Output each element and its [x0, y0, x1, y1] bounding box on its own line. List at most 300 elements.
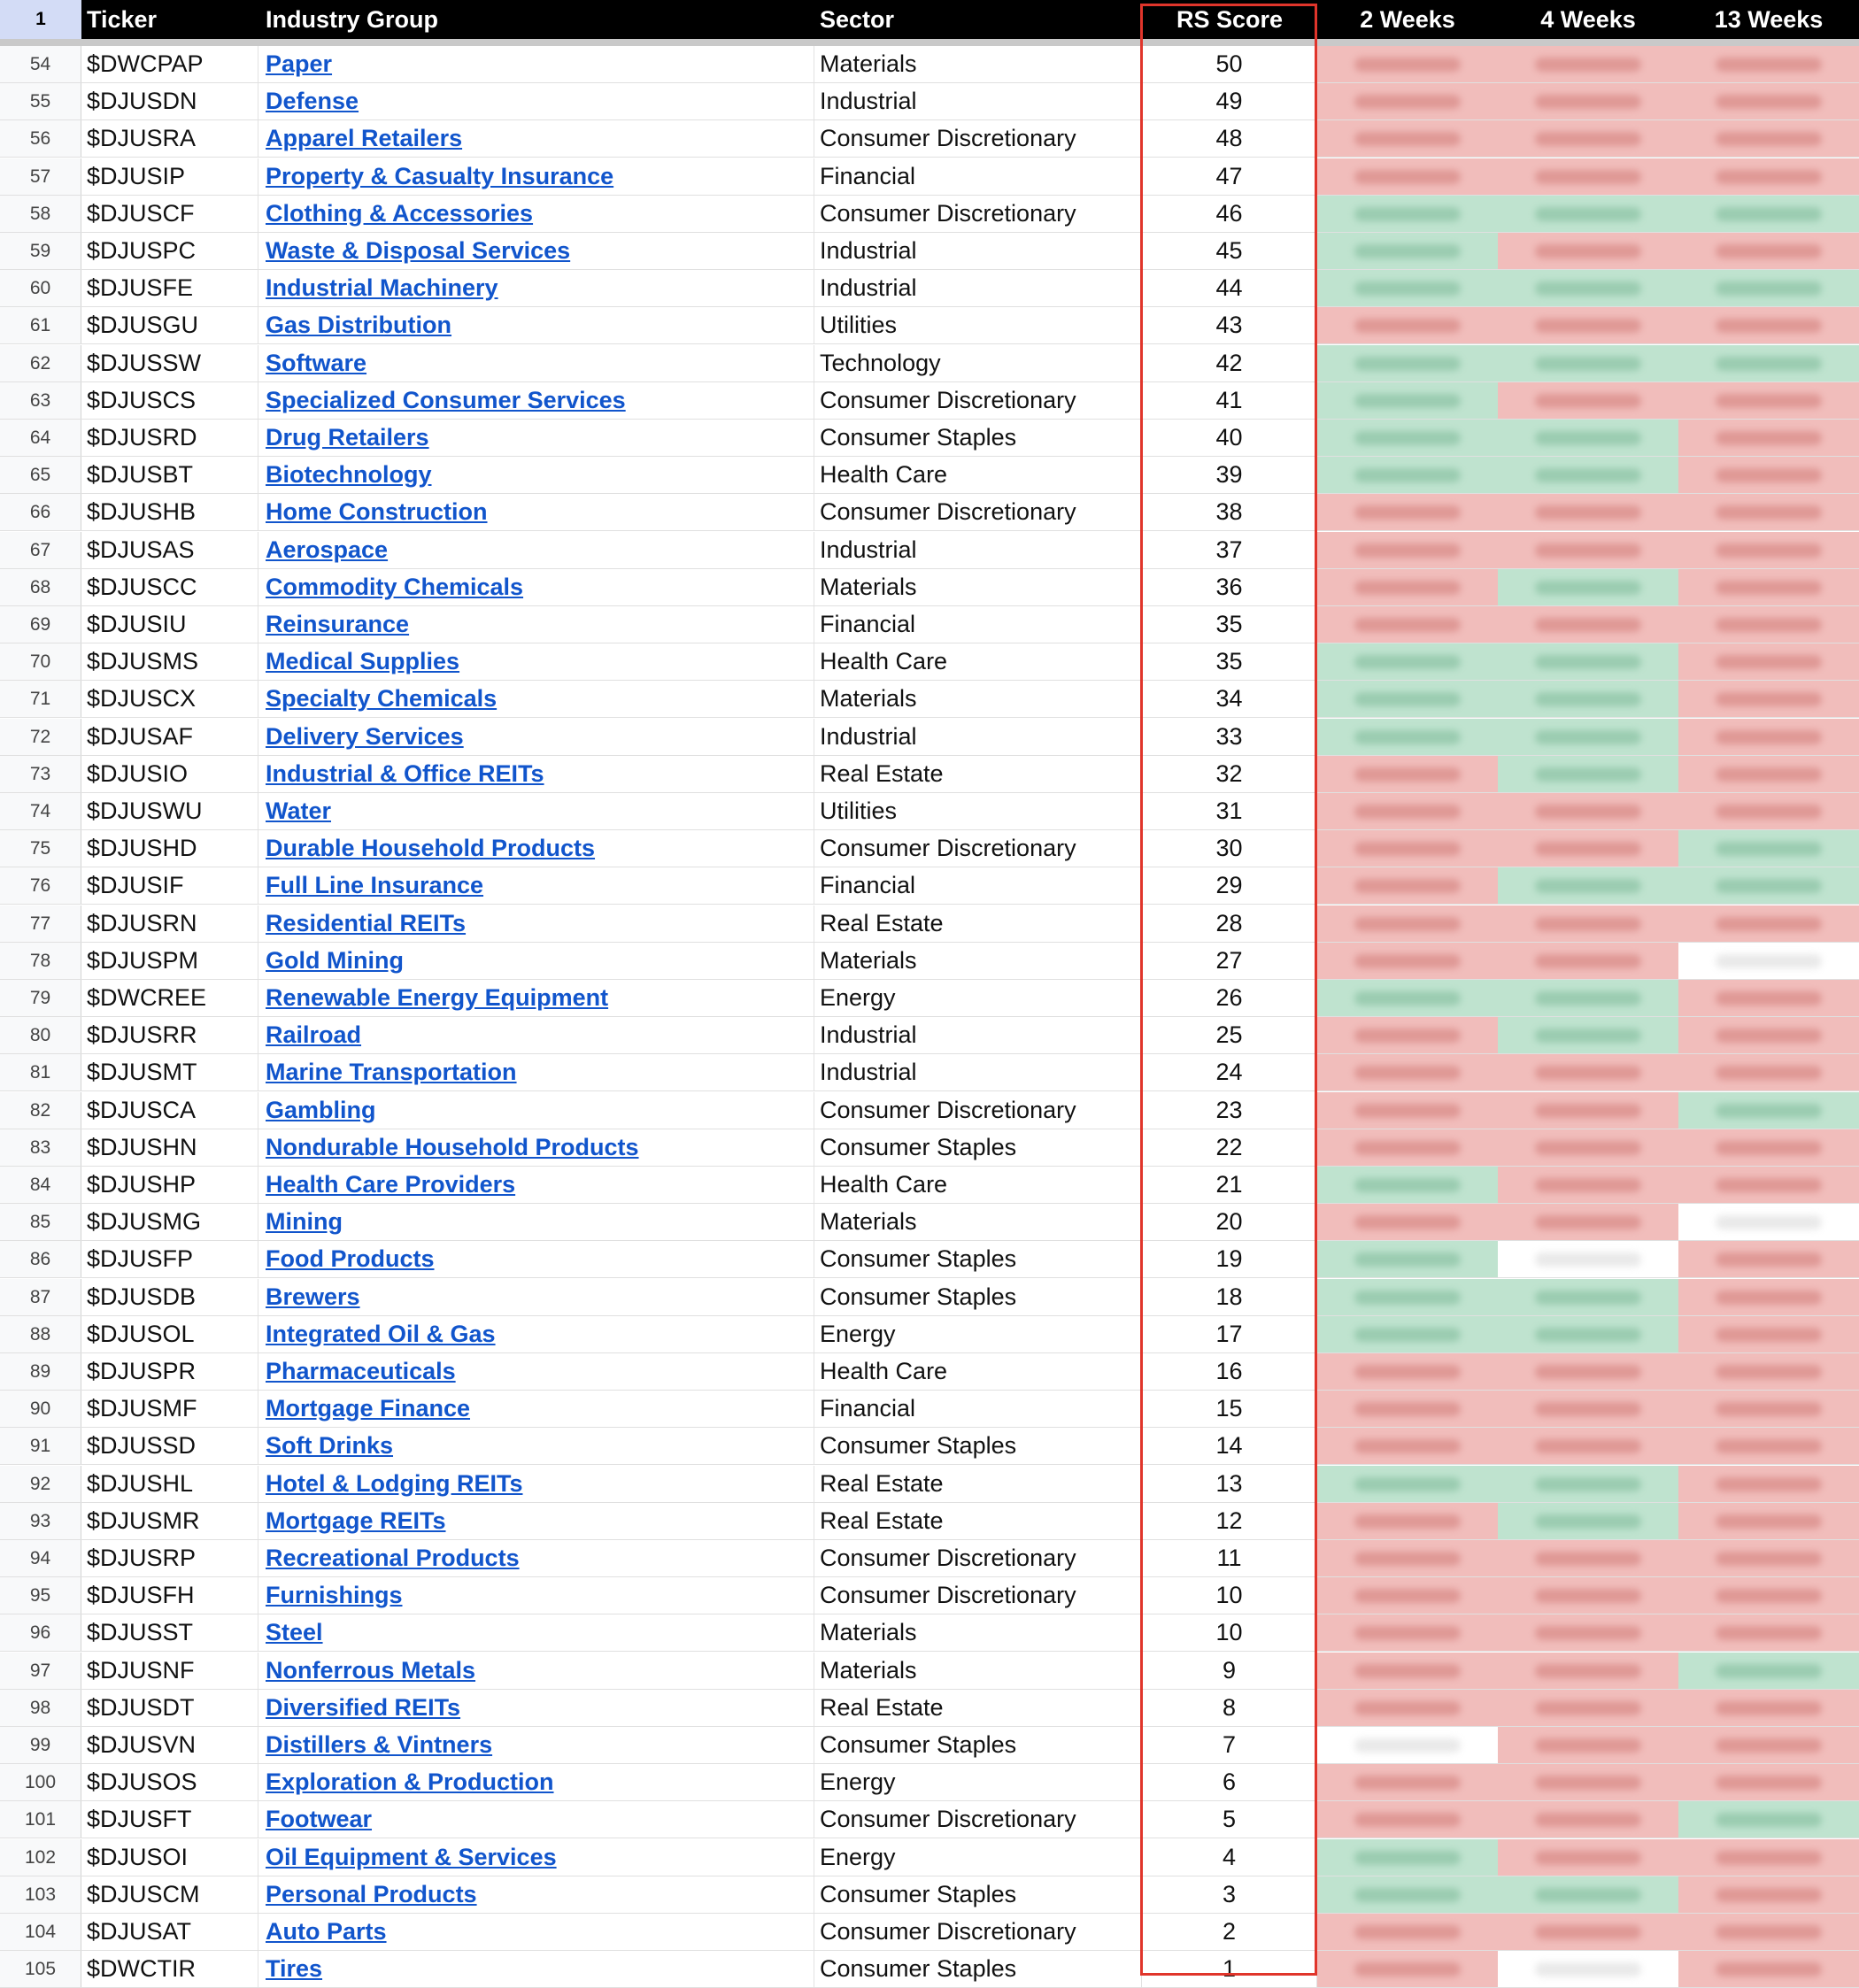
perf-cell-13-weeks[interactable]	[1678, 1914, 1859, 1950]
industry-group-cell[interactable]	[258, 233, 814, 269]
industry-group-cell[interactable]	[258, 867, 814, 904]
industry-group-cell[interactable]	[258, 943, 814, 979]
perf-cell-13-weeks[interactable]	[1678, 1017, 1859, 1053]
perf-cell-4-weeks[interactable]	[1498, 643, 1678, 680]
perf-cell-2-weeks[interactable]	[1317, 1391, 1498, 1427]
perf-cell-13-weeks[interactable]	[1678, 196, 1859, 232]
industry-group-link[interactable]: Waste & Disposal Services	[266, 237, 571, 264]
perf-cell-13-weeks[interactable]	[1678, 1540, 1859, 1576]
perf-cell-13-weeks[interactable]	[1678, 719, 1859, 755]
row-number[interactable]: 95	[0, 1577, 81, 1614]
industry-group-link[interactable]: Integrated Oil & Gas	[266, 1321, 496, 1347]
industry-group-cell[interactable]	[258, 1951, 814, 1987]
ticker-cell[interactable]: $DJUSMF	[81, 1391, 258, 1427]
perf-cell-4-weeks[interactable]	[1498, 1690, 1678, 1726]
industry-group-cell[interactable]	[258, 1653, 814, 1689]
rs-score-cell[interactable]: 21	[1142, 1167, 1317, 1203]
row-number[interactable]: 63	[0, 382, 81, 419]
sector-cell[interactable]: Industrial	[814, 532, 1142, 568]
perf-cell-4-weeks[interactable]	[1498, 1801, 1678, 1838]
rs-score-cell[interactable]: 15	[1142, 1391, 1317, 1427]
industry-group-link[interactable]: Industrial Machinery	[266, 274, 498, 301]
rs-score-cell[interactable]: 9	[1142, 1653, 1317, 1689]
rs-score-cell[interactable]: 8	[1142, 1690, 1317, 1726]
industry-group-cell[interactable]	[258, 793, 814, 829]
industry-group-cell[interactable]	[258, 1914, 814, 1950]
header-row-number[interactable]: 1	[0, 0, 81, 39]
ticker-cell[interactable]: $DJUSCA	[81, 1092, 258, 1129]
industry-group-cell[interactable]	[258, 120, 814, 157]
row-number[interactable]: 101	[0, 1801, 81, 1838]
row-number[interactable]: 77	[0, 905, 81, 942]
ticker-cell[interactable]: $DJUSFH	[81, 1577, 258, 1614]
perf-cell-13-weeks[interactable]	[1678, 1092, 1859, 1129]
industry-group-link[interactable]: Mortgage REITs	[266, 1507, 446, 1534]
perf-cell-4-weeks[interactable]	[1498, 1279, 1678, 1315]
ticker-cell[interactable]: $DJUSCM	[81, 1876, 258, 1913]
row-number[interactable]: 76	[0, 867, 81, 904]
industry-group-cell[interactable]	[258, 756, 814, 792]
perf-cell-2-weeks[interactable]	[1317, 1428, 1498, 1464]
perf-cell-13-weeks[interactable]	[1678, 532, 1859, 568]
industry-group-link[interactable]: Aerospace	[266, 536, 389, 563]
industry-group-cell[interactable]	[258, 1241, 814, 1277]
industry-group-link[interactable]: Durable Household Products	[266, 835, 596, 861]
ticker-cell[interactable]: $DJUSOS	[81, 1764, 258, 1800]
perf-cell-4-weeks[interactable]	[1498, 1876, 1678, 1913]
frozen-row-divider[interactable]	[0, 39, 1859, 46]
sector-cell[interactable]: Energy	[814, 1764, 1142, 1800]
ticker-cell[interactable]: $DJUSRP	[81, 1540, 258, 1576]
rs-score-cell[interactable]: 10	[1142, 1614, 1317, 1651]
rs-score-cell[interactable]: 50	[1142, 46, 1317, 82]
industry-group-link[interactable]: Apparel Retailers	[266, 125, 463, 151]
industry-group-cell[interactable]	[258, 830, 814, 867]
perf-cell-13-weeks[interactable]	[1678, 1054, 1859, 1090]
perf-cell-13-weeks[interactable]	[1678, 382, 1859, 419]
sector-cell[interactable]: Consumer Staples	[814, 420, 1142, 456]
perf-cell-4-weeks[interactable]	[1498, 1391, 1678, 1427]
perf-cell-2-weeks[interactable]	[1317, 457, 1498, 493]
industry-group-link[interactable]: Distillers & Vintners	[266, 1731, 493, 1758]
rs-score-cell[interactable]: 44	[1142, 270, 1317, 306]
industry-group-cell[interactable]	[258, 1017, 814, 1053]
perf-cell-13-weeks[interactable]	[1678, 1204, 1859, 1240]
perf-cell-13-weeks[interactable]	[1678, 1951, 1859, 1987]
perf-cell-13-weeks[interactable]	[1678, 1839, 1859, 1876]
perf-cell-2-weeks[interactable]	[1317, 270, 1498, 306]
ticker-cell[interactable]: $DJUSDT	[81, 1690, 258, 1726]
industry-group-cell[interactable]	[258, 1279, 814, 1315]
perf-cell-2-weeks[interactable]	[1317, 1727, 1498, 1763]
rs-score-cell[interactable]: 31	[1142, 793, 1317, 829]
industry-group-cell[interactable]	[258, 1054, 814, 1090]
rs-score-cell[interactable]: 20	[1142, 1204, 1317, 1240]
perf-cell-2-weeks[interactable]	[1317, 158, 1498, 195]
perf-cell-2-weeks[interactable]	[1317, 1839, 1498, 1876]
ticker-cell[interactable]: $DJUSHP	[81, 1167, 258, 1203]
industry-group-link[interactable]: Specialty Chemicals	[266, 685, 498, 712]
perf-cell-4-weeks[interactable]	[1498, 1353, 1678, 1390]
industry-group-link[interactable]: Property & Casualty Insurance	[266, 163, 614, 189]
ticker-cell[interactable]: $DJUSST	[81, 1614, 258, 1651]
perf-cell-13-weeks[interactable]	[1678, 457, 1859, 493]
perf-cell-2-weeks[interactable]	[1317, 46, 1498, 82]
industry-group-link[interactable]: Medical Supplies	[266, 648, 460, 674]
perf-cell-13-weeks[interactable]	[1678, 494, 1859, 530]
sector-cell[interactable]: Utilities	[814, 793, 1142, 829]
industry-group-cell[interactable]	[258, 1353, 814, 1390]
perf-cell-13-weeks[interactable]	[1678, 1391, 1859, 1427]
ticker-cell[interactable]: $DJUSMG	[81, 1204, 258, 1240]
industry-group-link[interactable]: Residential REITs	[266, 910, 467, 936]
perf-cell-4-weeks[interactable]	[1498, 345, 1678, 381]
rs-score-cell[interactable]: 23	[1142, 1092, 1317, 1129]
rs-score-cell[interactable]: 27	[1142, 943, 1317, 979]
row-number[interactable]: 75	[0, 830, 81, 867]
perf-cell-2-weeks[interactable]	[1317, 905, 1498, 942]
rs-score-cell[interactable]: 30	[1142, 830, 1317, 867]
perf-cell-4-weeks[interactable]	[1498, 532, 1678, 568]
perf-cell-4-weeks[interactable]	[1498, 943, 1678, 979]
industry-group-link[interactable]: Brewers	[266, 1283, 360, 1310]
perf-cell-4-weeks[interactable]	[1498, 233, 1678, 269]
sector-cell[interactable]: Materials	[814, 569, 1142, 605]
sector-cell[interactable]: Real Estate	[814, 756, 1142, 792]
perf-cell-2-weeks[interactable]	[1317, 83, 1498, 119]
rs-score-cell[interactable]: 1	[1142, 1951, 1317, 1987]
industry-group-link[interactable]: Specialized Consumer Services	[266, 387, 626, 413]
row-number[interactable]: 102	[0, 1839, 81, 1876]
ticker-cell[interactable]: $DJUSVN	[81, 1727, 258, 1763]
rs-score-cell[interactable]: 10	[1142, 1577, 1317, 1614]
rs-score-cell[interactable]: 6	[1142, 1764, 1317, 1800]
sector-cell[interactable]: Consumer Staples	[814, 1876, 1142, 1913]
perf-cell-2-weeks[interactable]	[1317, 1241, 1498, 1277]
rs-score-cell[interactable]: 17	[1142, 1316, 1317, 1352]
rs-score-cell[interactable]: 38	[1142, 494, 1317, 530]
sector-cell[interactable]: Energy	[814, 980, 1142, 1016]
rs-score-cell[interactable]: 35	[1142, 643, 1317, 680]
perf-cell-2-weeks[interactable]	[1317, 569, 1498, 605]
ticker-cell[interactable]: $DJUSCX	[81, 681, 258, 717]
industry-group-link[interactable]: Full Line Insurance	[266, 872, 484, 898]
perf-cell-2-weeks[interactable]	[1317, 1614, 1498, 1651]
perf-cell-2-weeks[interactable]	[1317, 756, 1498, 792]
perf-cell-2-weeks[interactable]	[1317, 1577, 1498, 1614]
perf-cell-4-weeks[interactable]	[1498, 569, 1678, 605]
row-number[interactable]: 94	[0, 1540, 81, 1576]
rs-score-cell[interactable]: 43	[1142, 307, 1317, 343]
ticker-cell[interactable]: $DWCPAP	[81, 46, 258, 82]
industry-group-cell[interactable]	[258, 457, 814, 493]
rs-score-cell[interactable]: 37	[1142, 532, 1317, 568]
perf-cell-13-weeks[interactable]	[1678, 1167, 1859, 1203]
perf-cell-4-weeks[interactable]	[1498, 681, 1678, 717]
industry-group-cell[interactable]	[258, 196, 814, 232]
perf-cell-13-weeks[interactable]	[1678, 83, 1859, 119]
industry-group-link[interactable]: Marine Transportation	[266, 1059, 517, 1085]
industry-group-cell[interactable]	[258, 1540, 814, 1576]
ticker-cell[interactable]: $DJUSIU	[81, 606, 258, 643]
ticker-cell[interactable]: $DJUSAF	[81, 719, 258, 755]
industry-group-cell[interactable]	[258, 1391, 814, 1427]
perf-cell-13-weeks[interactable]	[1678, 307, 1859, 343]
ticker-cell[interactable]: $DJUSHD	[81, 830, 258, 867]
industry-group-cell[interactable]	[258, 494, 814, 530]
industry-group-link[interactable]: Pharmaceuticals	[266, 1358, 456, 1384]
sector-cell[interactable]: Materials	[814, 1204, 1142, 1240]
row-number[interactable]: 71	[0, 681, 81, 717]
ticker-cell[interactable]: $DJUSDB	[81, 1279, 258, 1315]
perf-cell-4-weeks[interactable]	[1498, 1054, 1678, 1090]
perf-cell-4-weeks[interactable]	[1498, 158, 1678, 195]
row-number[interactable]: 97	[0, 1653, 81, 1689]
industry-group-cell[interactable]	[258, 569, 814, 605]
sector-cell[interactable]: Industrial	[814, 83, 1142, 119]
perf-cell-4-weeks[interactable]	[1498, 830, 1678, 867]
row-number[interactable]: 66	[0, 494, 81, 530]
sector-cell[interactable]: Real Estate	[814, 1503, 1142, 1539]
rs-score-cell[interactable]: 32	[1142, 756, 1317, 792]
perf-cell-4-weeks[interactable]	[1498, 420, 1678, 456]
perf-cell-13-weeks[interactable]	[1678, 1653, 1859, 1689]
industry-group-cell[interactable]	[258, 1092, 814, 1129]
perf-cell-4-weeks[interactable]	[1498, 120, 1678, 157]
ticker-cell[interactable]: $DJUSIO	[81, 756, 258, 792]
row-number[interactable]: 78	[0, 943, 81, 979]
industry-group-cell[interactable]	[258, 1167, 814, 1203]
perf-cell-2-weeks[interactable]	[1317, 1466, 1498, 1502]
row-number[interactable]: 87	[0, 1279, 81, 1315]
perf-cell-2-weeks[interactable]	[1317, 793, 1498, 829]
perf-cell-4-weeks[interactable]	[1498, 1764, 1678, 1800]
ticker-cell[interactable]: $DJUSPR	[81, 1353, 258, 1390]
perf-cell-2-weeks[interactable]	[1317, 1316, 1498, 1352]
ticker-cell[interactable]: $DJUSHL	[81, 1466, 258, 1502]
industry-group-link[interactable]: Renewable Energy Equipment	[266, 984, 609, 1011]
ticker-cell[interactable]: $DWCREE	[81, 980, 258, 1016]
header-sector[interactable]: Sector	[820, 6, 895, 33]
ticker-cell[interactable]: $DJUSHN	[81, 1129, 258, 1166]
sector-cell[interactable]: Financial	[814, 1391, 1142, 1427]
industry-group-link[interactable]: Reinsurance	[266, 611, 410, 637]
perf-cell-2-weeks[interactable]	[1317, 1017, 1498, 1053]
ticker-cell[interactable]: $DJUSFP	[81, 1241, 258, 1277]
sector-cell[interactable]: Materials	[814, 943, 1142, 979]
rs-score-cell[interactable]: 16	[1142, 1353, 1317, 1390]
perf-cell-2-weeks[interactable]	[1317, 606, 1498, 643]
industry-group-link[interactable]: Nondurable Household Products	[266, 1134, 639, 1160]
rs-score-cell[interactable]: 19	[1142, 1241, 1317, 1277]
perf-cell-4-weeks[interactable]	[1498, 1914, 1678, 1950]
row-number[interactable]: 105	[0, 1951, 81, 1987]
perf-cell-13-weeks[interactable]	[1678, 1466, 1859, 1502]
perf-cell-4-weeks[interactable]	[1498, 1951, 1678, 1987]
perf-cell-13-weeks[interactable]	[1678, 1764, 1859, 1800]
industry-group-link[interactable]: Drug Retailers	[266, 424, 429, 451]
ticker-cell[interactable]: $DJUSAT	[81, 1914, 258, 1950]
perf-cell-4-weeks[interactable]	[1498, 1653, 1678, 1689]
rs-score-cell[interactable]: 7	[1142, 1727, 1317, 1763]
industry-group-link[interactable]: Health Care Providers	[266, 1171, 516, 1198]
sector-cell[interactable]: Real Estate	[814, 905, 1142, 942]
rs-score-cell[interactable]: 22	[1142, 1129, 1317, 1166]
sector-cell[interactable]: Utilities	[814, 307, 1142, 343]
perf-cell-4-weeks[interactable]	[1498, 270, 1678, 306]
rs-score-cell[interactable]: 35	[1142, 606, 1317, 643]
row-number[interactable]: 90	[0, 1391, 81, 1427]
ticker-cell[interactable]: $DJUSMT	[81, 1054, 258, 1090]
sector-cell[interactable]: Technology	[814, 345, 1142, 381]
perf-cell-13-weeks[interactable]	[1678, 345, 1859, 381]
header-rs-score[interactable]: RS Score	[1176, 6, 1284, 33]
industry-group-link[interactable]: Defense	[266, 88, 359, 114]
row-number[interactable]: 93	[0, 1503, 81, 1539]
industry-group-link[interactable]: Tires	[266, 1955, 323, 1982]
sector-cell[interactable]: Materials	[814, 1614, 1142, 1651]
row-number[interactable]: 82	[0, 1092, 81, 1129]
industry-group-cell[interactable]	[258, 1503, 814, 1539]
row-number[interactable]: 86	[0, 1241, 81, 1277]
perf-cell-13-weeks[interactable]	[1678, 606, 1859, 643]
sector-cell[interactable]: Consumer Discretionary	[814, 120, 1142, 157]
rs-score-cell[interactable]: 3	[1142, 1876, 1317, 1913]
industry-group-cell[interactable]	[258, 643, 814, 680]
perf-cell-13-weeks[interactable]	[1678, 158, 1859, 195]
industry-group-link[interactable]: Paper	[266, 50, 333, 77]
sector-cell[interactable]: Consumer Discretionary	[814, 1092, 1142, 1129]
industry-group-link[interactable]: Commodity Chemicals	[266, 574, 524, 600]
perf-cell-2-weeks[interactable]	[1317, 1653, 1498, 1689]
header-4-weeks[interactable]: 4 Weeks	[1540, 6, 1636, 33]
rs-score-cell[interactable]: 11	[1142, 1540, 1317, 1576]
row-number[interactable]: 57	[0, 158, 81, 195]
perf-cell-13-weeks[interactable]	[1678, 1353, 1859, 1390]
perf-cell-4-weeks[interactable]	[1498, 867, 1678, 904]
ticker-cell[interactable]: $DWCTIR	[81, 1951, 258, 1987]
industry-group-cell[interactable]	[258, 1466, 814, 1502]
sector-cell[interactable]: Industrial	[814, 1017, 1142, 1053]
sector-cell[interactable]: Health Care	[814, 643, 1142, 680]
perf-cell-4-weeks[interactable]	[1498, 1577, 1678, 1614]
sector-cell[interactable]: Energy	[814, 1839, 1142, 1876]
row-number[interactable]: 98	[0, 1690, 81, 1726]
perf-cell-13-weeks[interactable]	[1678, 1316, 1859, 1352]
perf-cell-13-weeks[interactable]	[1678, 120, 1859, 157]
ticker-cell[interactable]: $DJUSGU	[81, 307, 258, 343]
perf-cell-13-weeks[interactable]	[1678, 867, 1859, 904]
sector-cell[interactable]: Industrial	[814, 270, 1142, 306]
row-number[interactable]: 100	[0, 1764, 81, 1800]
ticker-cell[interactable]: $DJUSFT	[81, 1801, 258, 1838]
perf-cell-4-weeks[interactable]	[1498, 46, 1678, 82]
rs-score-cell[interactable]: 36	[1142, 569, 1317, 605]
row-number[interactable]: 59	[0, 233, 81, 269]
header-2-weeks[interactable]: 2 Weeks	[1360, 6, 1455, 33]
sector-cell[interactable]: Health Care	[814, 457, 1142, 493]
row-number[interactable]: 83	[0, 1129, 81, 1166]
industry-group-cell[interactable]	[258, 1129, 814, 1166]
sector-cell[interactable]: Industrial	[814, 233, 1142, 269]
perf-cell-2-weeks[interactable]	[1317, 1054, 1498, 1090]
row-number[interactable]: 99	[0, 1727, 81, 1763]
rs-score-cell[interactable]: 29	[1142, 867, 1317, 904]
rs-score-cell[interactable]: 24	[1142, 1054, 1317, 1090]
industry-group-link[interactable]: Footwear	[266, 1806, 373, 1832]
perf-cell-13-weeks[interactable]	[1678, 1876, 1859, 1913]
industry-group-cell[interactable]	[258, 1577, 814, 1614]
industry-group-link[interactable]: Home Construction	[266, 498, 488, 525]
perf-cell-4-weeks[interactable]	[1498, 1503, 1678, 1539]
ticker-cell[interactable]: $DJUSIP	[81, 158, 258, 195]
row-number[interactable]: 91	[0, 1428, 81, 1464]
sector-cell[interactable]: Consumer Discretionary	[814, 196, 1142, 232]
sector-cell[interactable]: Consumer Staples	[814, 1241, 1142, 1277]
industry-group-cell[interactable]	[258, 1727, 814, 1763]
ticker-cell[interactable]: $DJUSDN	[81, 83, 258, 119]
row-number[interactable]: 84	[0, 1167, 81, 1203]
row-number[interactable]: 72	[0, 719, 81, 755]
industry-group-cell[interactable]	[258, 270, 814, 306]
industry-group-link[interactable]: Industrial & Office REITs	[266, 760, 544, 787]
perf-cell-4-weeks[interactable]	[1498, 1204, 1678, 1240]
header-ticker[interactable]: Ticker	[87, 6, 158, 33]
industry-group-cell[interactable]	[258, 1614, 814, 1651]
perf-cell-2-weeks[interactable]	[1317, 420, 1498, 456]
perf-cell-4-weeks[interactable]	[1498, 1466, 1678, 1502]
rs-score-cell[interactable]: 13	[1142, 1466, 1317, 1502]
perf-cell-13-weeks[interactable]	[1678, 1690, 1859, 1726]
industry-group-cell[interactable]	[258, 83, 814, 119]
perf-cell-13-weeks[interactable]	[1678, 270, 1859, 306]
row-number[interactable]: 65	[0, 457, 81, 493]
industry-group-link[interactable]: Delivery Services	[266, 723, 464, 750]
header-13-weeks[interactable]: 13 Weeks	[1714, 6, 1824, 33]
perf-cell-2-weeks[interactable]	[1317, 719, 1498, 755]
rs-score-cell[interactable]: 48	[1142, 120, 1317, 157]
ticker-cell[interactable]: $DJUSMS	[81, 643, 258, 680]
industry-group-cell[interactable]	[258, 1764, 814, 1800]
perf-cell-13-weeks[interactable]	[1678, 1129, 1859, 1166]
ticker-cell[interactable]: $DJUSCC	[81, 569, 258, 605]
industry-group-link[interactable]: Water	[266, 798, 332, 824]
perf-cell-2-weeks[interactable]	[1317, 1801, 1498, 1838]
sector-cell[interactable]: Materials	[814, 1653, 1142, 1689]
perf-cell-4-weeks[interactable]	[1498, 719, 1678, 755]
industry-group-link[interactable]: Railroad	[266, 1021, 362, 1048]
sector-cell[interactable]: Health Care	[814, 1353, 1142, 1390]
ticker-cell[interactable]: $DJUSWU	[81, 793, 258, 829]
perf-cell-2-weeks[interactable]	[1317, 382, 1498, 419]
perf-cell-4-weeks[interactable]	[1498, 83, 1678, 119]
perf-cell-4-weeks[interactable]	[1498, 382, 1678, 419]
row-number[interactable]: 103	[0, 1876, 81, 1913]
ticker-cell[interactable]: $DJUSPC	[81, 233, 258, 269]
sector-cell[interactable]: Health Care	[814, 1167, 1142, 1203]
industry-group-link[interactable]: Oil Equipment & Services	[266, 1844, 557, 1870]
perf-cell-4-weeks[interactable]	[1498, 1316, 1678, 1352]
sector-cell[interactable]: Consumer Discretionary	[814, 1577, 1142, 1614]
industry-group-link[interactable]: Software	[266, 350, 367, 376]
perf-cell-2-weeks[interactable]	[1317, 1092, 1498, 1129]
perf-cell-13-weeks[interactable]	[1678, 830, 1859, 867]
rs-score-cell[interactable]: 34	[1142, 681, 1317, 717]
row-number[interactable]: 64	[0, 420, 81, 456]
industry-group-link[interactable]: Biotechnology	[266, 461, 432, 488]
perf-cell-2-weeks[interactable]	[1317, 345, 1498, 381]
row-number[interactable]: 58	[0, 196, 81, 232]
